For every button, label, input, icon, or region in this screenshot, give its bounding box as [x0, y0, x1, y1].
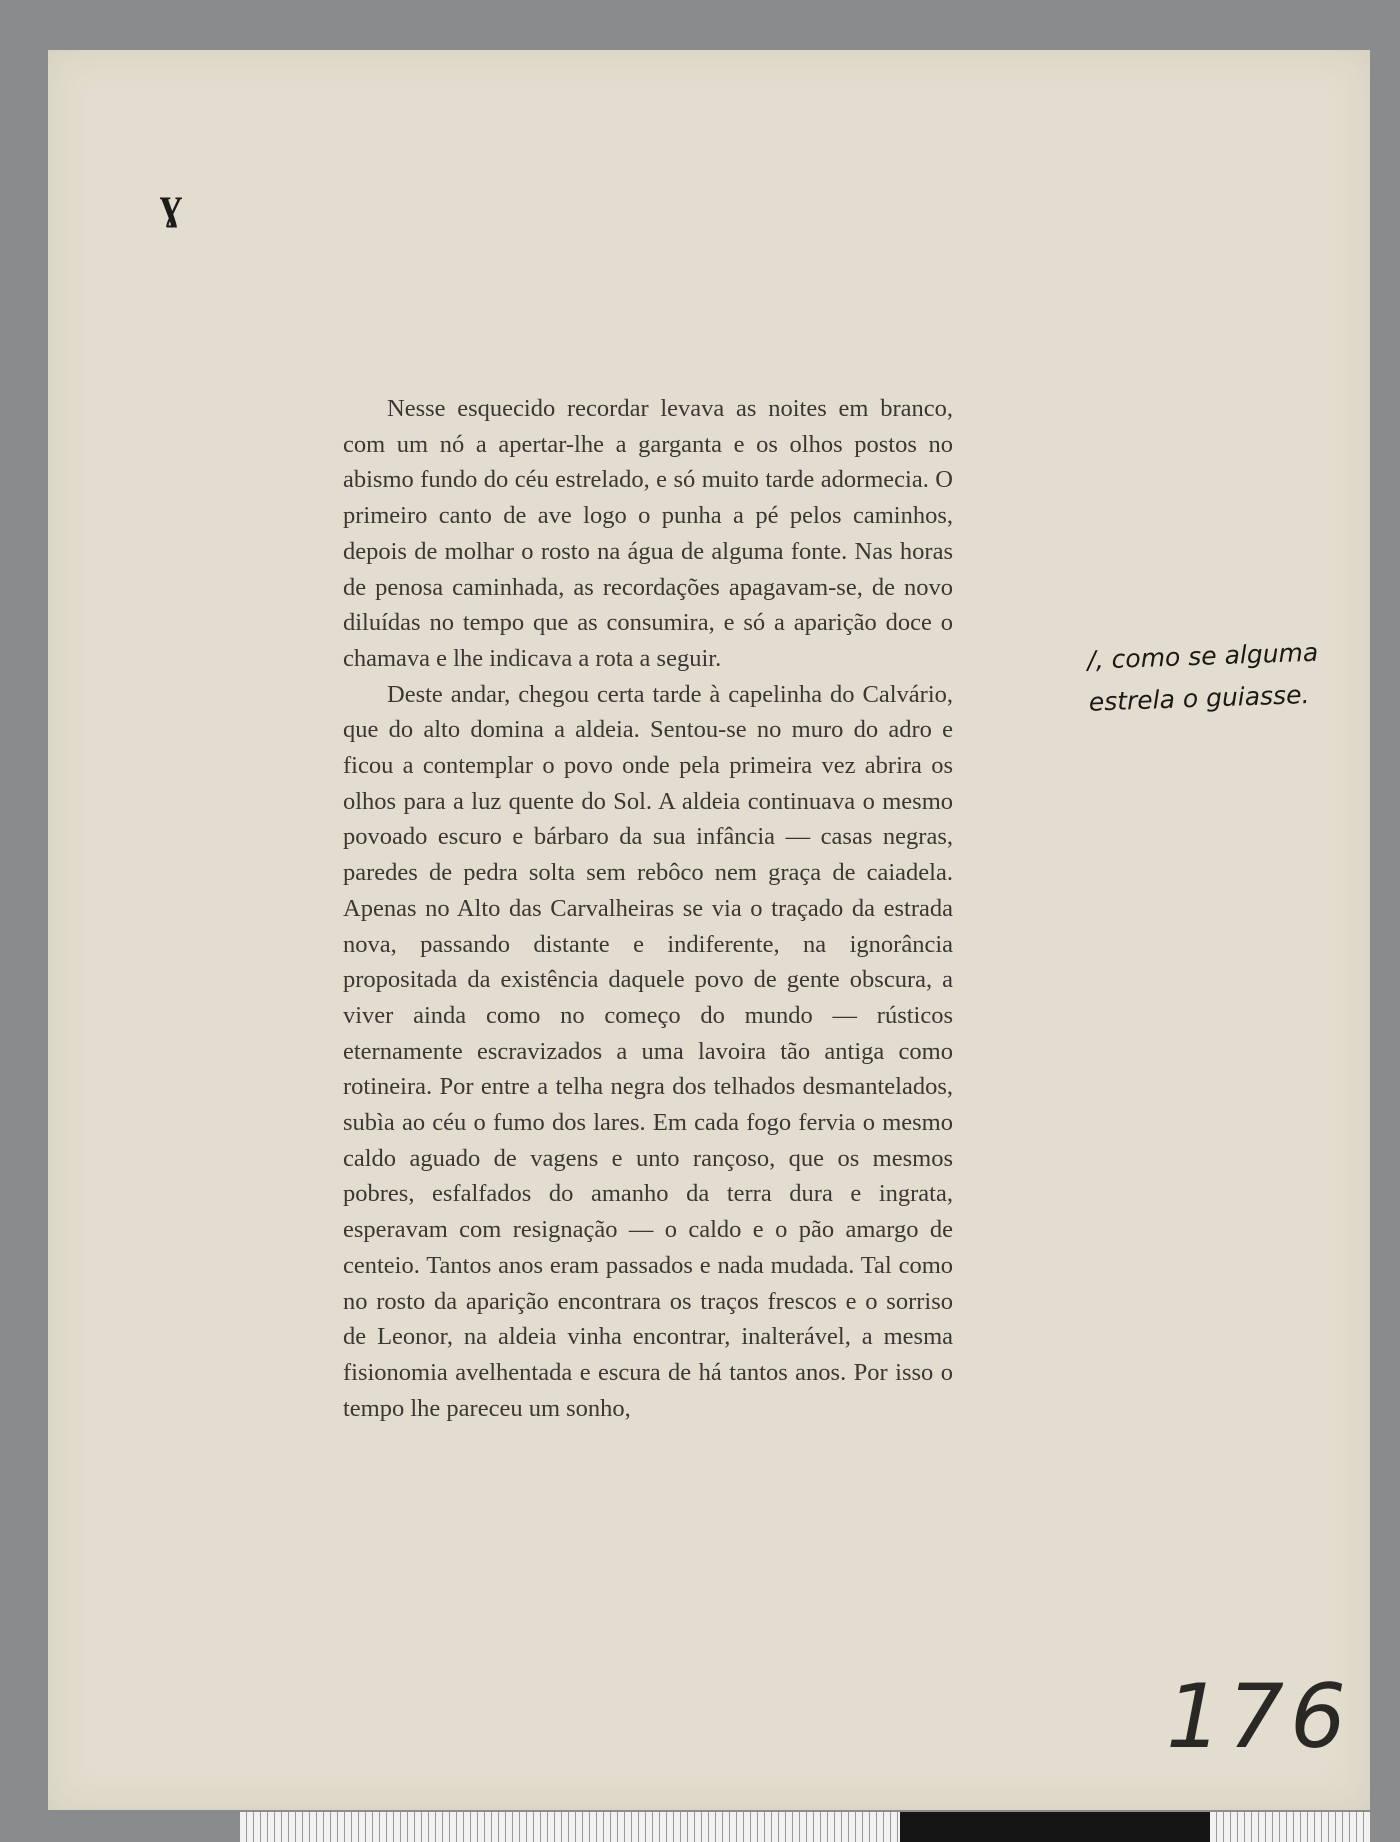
ruler-black-segment — [900, 1812, 1210, 1842]
paragraph-1: Nesse esquecido recordar levava as noites em branco, com um nó a apertar-lhe a garganta e os olhos postos no abismo fundo do céu estrelado, e só muito tarde adormecia. O primeiro canto de ave logo o punha a pé pelos caminhos, depois de molhar o rosto na água de alguma fonte. Nas horas de penosa caminhada, as recordações apagavam-se, de novo diluídas no tempo que as consumira, e só a aparição doce o chamava e lhe indicava a rota a seguir. — [343, 395, 953, 672]
ruler-white-segment-2 — [1210, 1812, 1370, 1842]
body-text — [343, 391, 953, 1426]
handwritten-marginal-note: /, como se alguma estrela o guiasse. — [1086, 637, 1319, 717]
ruler-white-segment — [240, 1812, 900, 1842]
corner-pencil-mark: ɣ — [160, 179, 182, 228]
handwritten-page-number: 176 — [1166, 1665, 1352, 1768]
document-page — [48, 50, 1370, 1810]
scale-ruler — [240, 1812, 1370, 1842]
paragraph-2: Deste andar, chegou certa tarde à capelinha do Calvário, que do alto domina a aldeia. Sentou-se no muro do adro e ficou a contemplar o povo onde pela primeira vez abrira os olhos para a luz quente do Sol. A aldeia continuava o mesmo povoado escuro e bárbaro da sua infância — casas negras, paredes de pedra solta sem rebôco nem graça de caiadela. Apenas no Alto das Carvalheiras se via o traçado da estrada nova, passando distante e indiferente, na ignorância propositada da existência daquele povo de gente obscura, a viver ainda como no começo do mundo — rústicos eternamente escravizados a uma lavoira tão antiga como rotineira. Por entre a telha negra dos telhados desmantelados, subìa ao céu o fumo dos lares. Em cada fogo fervia o mesmo caldo aguado de vagens e unto rançoso, que os mesmos pobres, esfalfados do amanho da terra dura e ingrata, esperavam com resignação — o caldo e o pão amargo de centeio. Tantos anos eram passados e nada mudada. Tal como no rosto da aparição encontrara os traços frescos e o sorriso de Leonor, na aldeia vinha encontrar, inalterável, a mesma fisionomia avelhentada e escura de há tantos anos. Por isso o tempo lhe pareceu um sonho, — [343, 680, 953, 1422]
